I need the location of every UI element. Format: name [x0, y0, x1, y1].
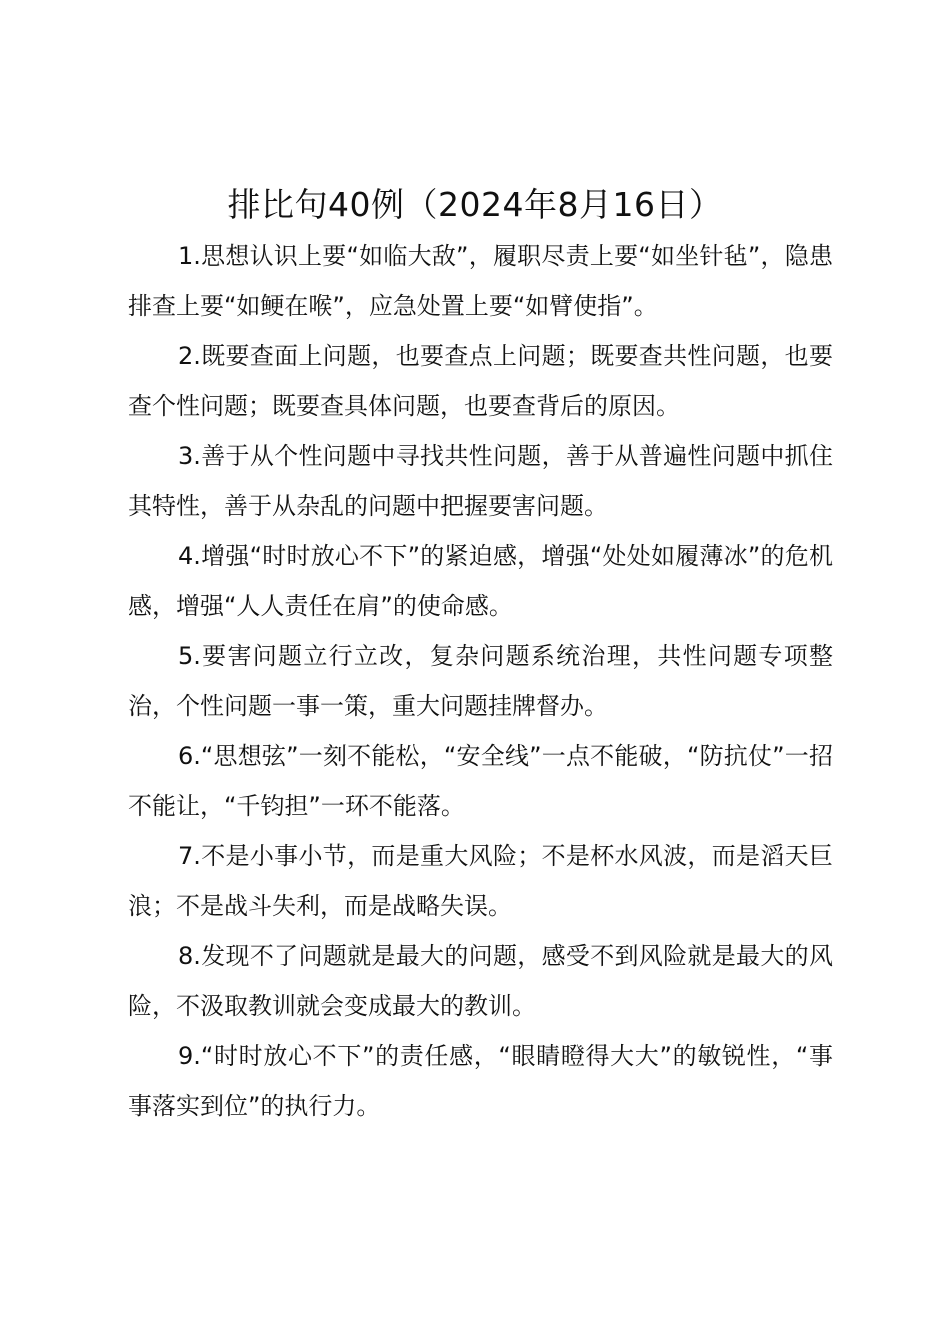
paragraph-5: 5.要害问题立行立改，复杂问题系统治理，共性问题专项整治，个性问题一事一策，重大问题挂牌督办。 [128, 642, 833, 720]
paragraph-2: 2.既要查面上问题，也要查点上问题；既要查共性问题，也要查个性问题；既要查具体问题，也要查背后的原因。 [128, 342, 833, 420]
paragraph-8: 8.发现不了问题就是最大的问题，感受不到风险就是最大的风险，不汲取教训就会变成最大的教训。 [128, 942, 833, 1020]
paragraph-4: 4.增强“时时放心不下”的紧迫感，增强“处处如履薄冰”的危机感，增强“人人责任在肩”的使命感。 [128, 542, 833, 620]
paragraph-6: 6.“思想弦”一刻不能松，“安全线”一点不能破，“防抗仗”一招不能让，“千钧担”一环不能落。 [128, 742, 833, 820]
document-body [128, 231, 833, 1131]
paragraph-3: 3.善于从个性问题中寻找共性问题，善于从普遍性问题中抓住其特性，善于从杂乱的问题中把握要害问题。 [128, 442, 833, 520]
document-title: 排比句40例（2024年8月16日） [227, 185, 723, 224]
paragraph-7: 7.不是小事小节，而是重大风险；不是杯水风波，而是滔天巨浪；不是战斗失利，而是战略失误。 [128, 842, 833, 920]
paragraph-9: 9.“时时放心不下”的责任感，“眼睛瞪得大大”的敏锐性，“事事落实到位”的执行力。 [128, 1042, 833, 1120]
paragraph-1: 1.思想认识上要“如临大敌”，履职尽责上要“如坐针毡”，隐患排查上要“如鲠在喉”，应急处置上要“如臂使指”。 [128, 242, 833, 320]
